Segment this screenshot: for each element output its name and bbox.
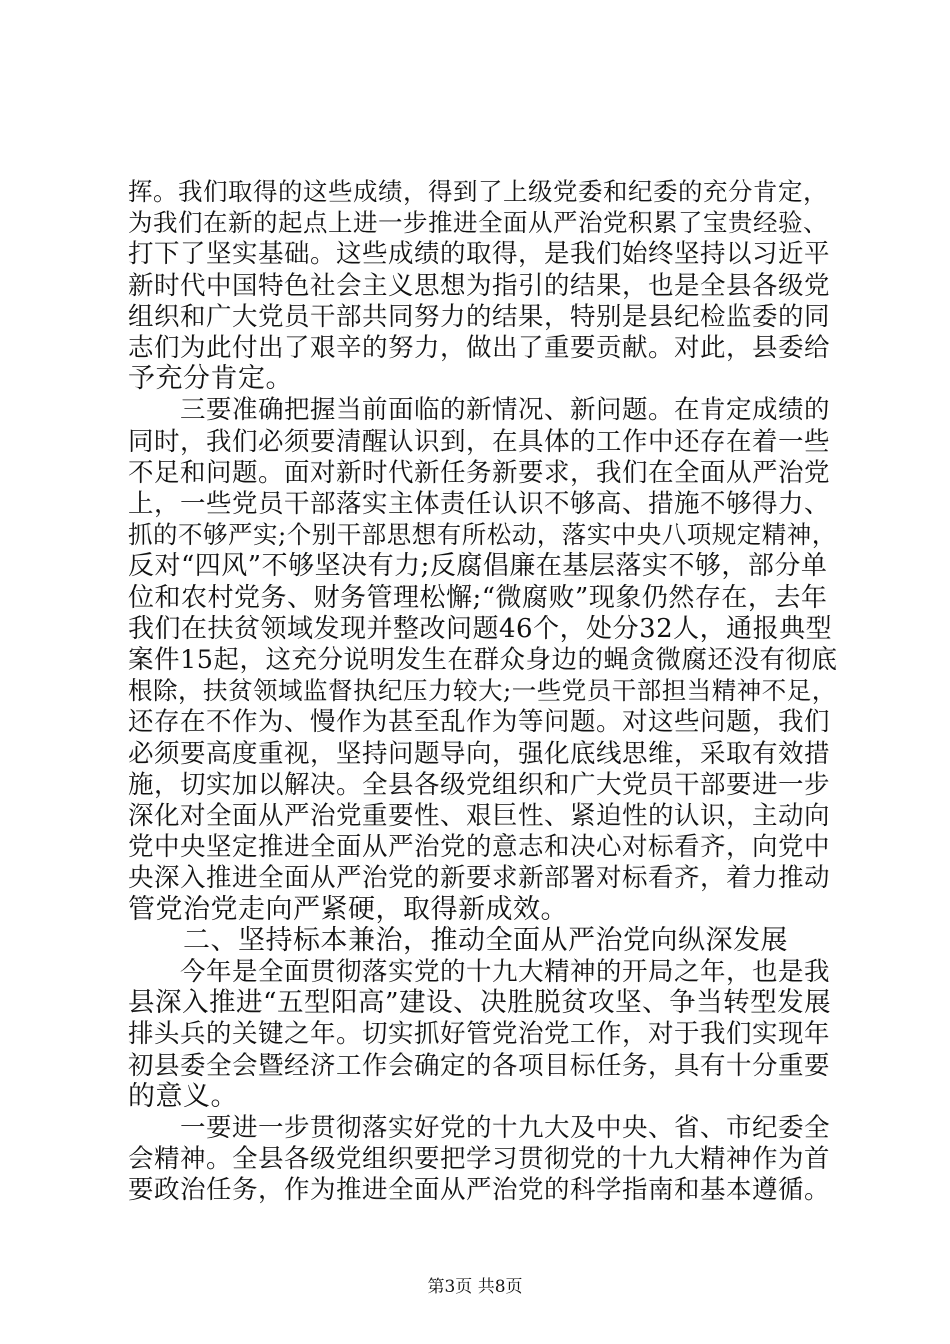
body-text-line: 央深入推进全面从严治党的新要求新部署对标看齐，着力推动 xyxy=(128,863,831,894)
body-text-line: 会精神。全县各级党组织要把学习贯彻党的十九大精神作为首 xyxy=(128,1144,831,1175)
body-text-line: 打下了坚实基础。这些成绩的取得，是我们始终坚持以习近平 xyxy=(128,239,831,270)
body-text-line: 新时代中国特色社会主义思想为指引的结果，也是全县各级党 xyxy=(128,270,831,301)
body-text-line: 案件15起，这充分说明发生在群众身边的蝇贪微腐还没有彻底 xyxy=(128,645,838,675)
body-text-line: 县深入推进“五型阳高”建设、决胜脱贫攻坚、争当转型发展 xyxy=(128,987,832,1019)
body-text-line: 今年是全面贯彻落实党的十九大精神的开局之年，也是我 xyxy=(128,957,831,987)
body-text-line: 组织和广大党员干部共同努力的结果，特别是县纪检监委的同 xyxy=(128,301,831,332)
body-text-line: 一要进一步贯彻落实好党的十九大及中央、省、市纪委全 xyxy=(128,1113,831,1143)
body-text-line: 同时，我们必须要清醒认识到，在具体的工作中还存在着一些 xyxy=(128,426,831,457)
body-text-line: 要政治任务，作为推进全面从严治党的科学指南和基本遵循。 xyxy=(128,1175,831,1206)
body-text-line: 的意义。 xyxy=(128,1080,238,1112)
body-text-line: 三要准确把握当前面临的新情况、新问题。在肯定成绩的 xyxy=(128,395,831,426)
body-text-line: 管党治党走向严紧硬，取得新成效。 xyxy=(128,893,568,925)
body-text-line: 施，切实加以解决。全县各级党组织和广大党员干部要进一步 xyxy=(128,769,831,800)
body-text-line: 二、坚持标本兼治，推动全面从严治党向纵深发展 xyxy=(128,924,788,956)
body-text-line: 抓的不够严实;个别干部思想有所松动，落实中央八项规定精神， xyxy=(128,520,837,550)
body-text-line: 我们在扶贫领域发现并整改问题46个，处分32人，通报典型 xyxy=(128,613,833,644)
body-text-line: 予充分肯定。 xyxy=(128,363,293,395)
body-text-line: 根除，扶贫领域监督执纪压力较大;一些党员干部担当精神不足， xyxy=(128,676,837,706)
body-text-line: 上，一些党员干部落实主体责任认识不够高、措施不够得力、 xyxy=(128,489,831,519)
body-text-line: 不足和问题。面对新时代新任务新要求，我们在全面从严治党 xyxy=(128,457,831,488)
body-text-line: 初县委全会暨经济工作会确定的各项目标任务，具有十分重要 xyxy=(128,1050,831,1081)
body-text-line: 党中央坚定推进全面从严治党的意志和决心对标看齐，向党中 xyxy=(128,832,831,863)
body-text-line: 挥。我们取得的这些成绩，得到了上级党委和纪委的充分肯定， xyxy=(128,177,828,206)
body-text-line: 志们为此付出了艰辛的努力，做出了重要贡献。对此，县委给 xyxy=(128,333,831,363)
body-text-line: 为我们在新的起点上进一步推进全面从严治党积累了宝贵经验、 xyxy=(128,208,828,238)
body-text-line: 排头兵的关键之年。切实抓好管党治党工作，对于我们实现年 xyxy=(128,1019,831,1050)
page-footer: 第3页 共8页 xyxy=(427,1277,523,1297)
body-text-line: 反对“四风”不够坚决有力;反腐倡廉在基层落实不够，部分单 xyxy=(128,551,828,582)
body-text-line: 必须要高度重视，坚持问题导向，强化底线思维，采取有效措 xyxy=(128,738,831,769)
body-text-line: 还存在不作为、慢作为甚至乱作为等问题。对这些问题，我们 xyxy=(128,707,831,738)
body-text-line: 位和农村党务、财务管理松懈;“微腐败”现象仍然存在，去年 xyxy=(128,582,828,613)
body-text-line: 深化对全面从严治党重要性、艰巨性、紧迫性的认识，主动向 xyxy=(128,801,831,831)
